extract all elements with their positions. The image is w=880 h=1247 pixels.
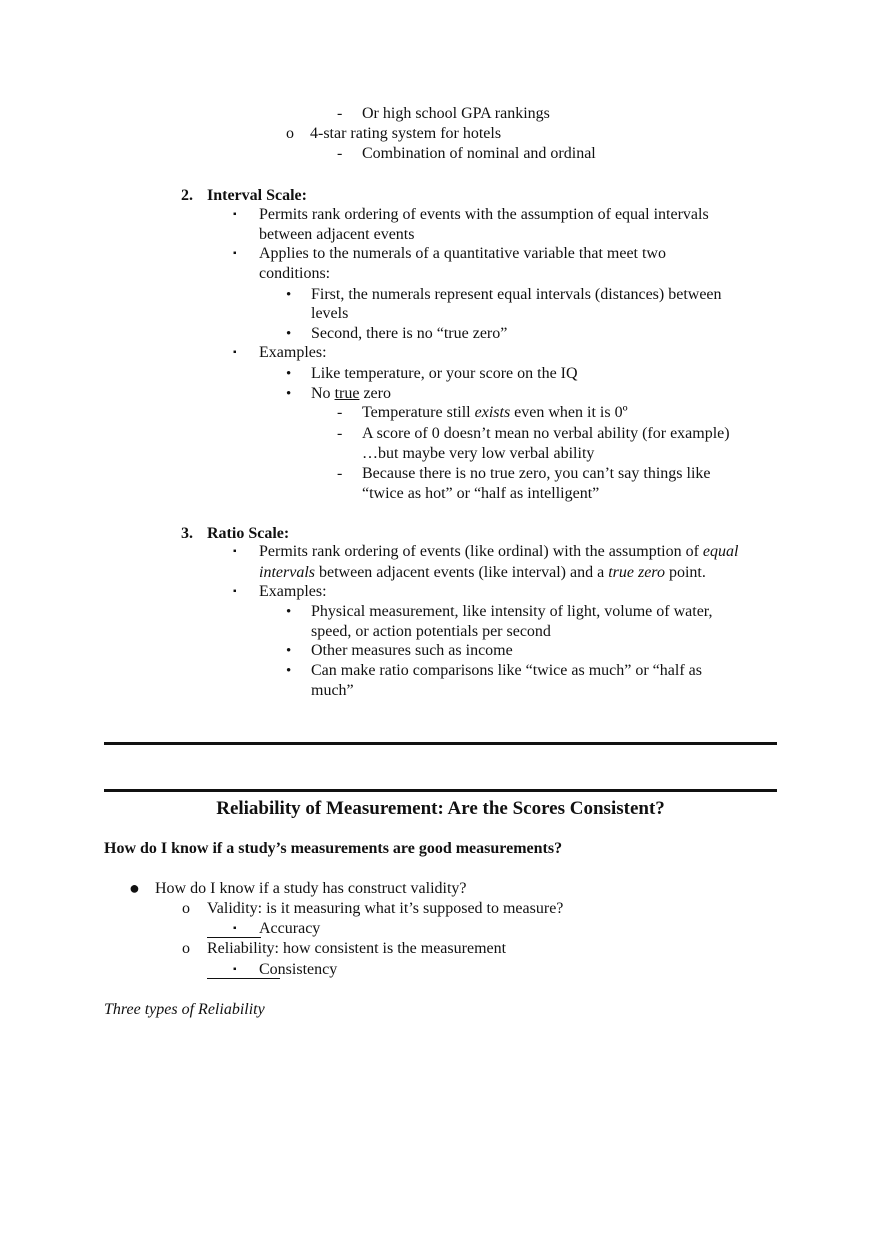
round-bullet-icon: • (286, 386, 292, 402)
section-number-3: 3. (181, 525, 193, 542)
dash-marker: - (337, 425, 343, 442)
interval-point-2-line-1: Applies to the numerals of a quantitative variable that meet two (259, 245, 666, 262)
interval-point-1-line-2: between adjacent events (259, 226, 415, 243)
interval-examples-label: Examples: (259, 344, 327, 361)
round-bullet-icon: • (286, 604, 292, 620)
interval-point-2-line-2: conditions: (259, 265, 331, 282)
section-number-2: 2. (181, 187, 193, 204)
dash-marker: - (337, 145, 343, 162)
ratio-example-2: Other measures such as income (311, 642, 513, 659)
condition-2: Second, there is no “true zero” (311, 325, 508, 342)
consistency-item: Consistency (259, 961, 338, 978)
ratio-point-1-line-1: Permits rank ordering of events (like ordinal) with the assumption of equal (259, 543, 739, 560)
ratio-point-1-line-2: intervals between adjacent events (like interval) and a true zero point. (259, 564, 706, 581)
round-bullet-icon: • (286, 287, 292, 303)
interval-example-1: Like temperature, or your score on the IQ (311, 365, 578, 382)
detail-temperature: Temperature still exists even when it is 0º (362, 404, 628, 421)
detail-no-true-zero-line-2: “twice as hot” or “half as intelligent” (362, 485, 600, 502)
accuracy-item: Accuracy (259, 920, 321, 937)
round-bullet-icon: • (286, 366, 292, 382)
heading-interval-scale: Interval Scale: (207, 187, 307, 204)
big-bullet-icon: ● (129, 878, 140, 898)
condition-1-line-1: First, the numerals represent equal intervals (distances) between (311, 286, 722, 303)
circle-bullet-icon: o (286, 125, 294, 142)
circle-bullet-icon: o (182, 900, 190, 917)
round-bullet-icon: • (286, 663, 292, 679)
round-bullet-icon: • (286, 326, 292, 342)
detail-score-line-2: …but maybe very low verbal ability (362, 445, 595, 462)
dash-marker: - (337, 404, 343, 421)
reliability-question: How do I know if a study’s measurements are good measurements? (104, 840, 563, 857)
list-item-star-rating: 4-star rating system for hotels (310, 125, 502, 142)
square-bullet-icon: ▪ (233, 347, 237, 358)
circle-bullet-icon: o (182, 940, 190, 957)
detail-score-line-1: A score of 0 doesn’t mean no verbal ability (for example) (362, 425, 730, 442)
list-item-combination: Combination of nominal and ordinal (362, 145, 596, 162)
ratio-examples-label: Examples: (259, 583, 327, 600)
list-item-gpa: Or high school GPA rankings (362, 105, 550, 122)
dash-marker: - (337, 465, 343, 482)
validity-definition: Validity: is it measuring what it’s supposed to measure? (207, 900, 564, 917)
condition-1-line-2: levels (311, 305, 349, 322)
round-bullet-icon: • (286, 643, 292, 659)
ratio-example-1-line-1: Physical measurement, like intensity of light, volume of water, (311, 603, 713, 620)
dash-marker: - (337, 105, 343, 122)
reliability-definition: Reliability: how consistent is the measurement (207, 940, 507, 957)
interval-example-2: No true zero (311, 385, 391, 402)
ratio-example-3-line-1: Can make ratio comparisons like “twice as much” or “half as (311, 662, 702, 679)
three-types-heading: Three types of Reliability (104, 1001, 265, 1018)
square-bullet-icon: ▪ (233, 586, 237, 597)
square-bullet-icon: ▪ (233, 964, 237, 975)
horizontal-divider (104, 789, 777, 792)
heading-ratio-scale: Ratio Scale: (207, 525, 290, 542)
interval-point-1-line-1: Permits rank ordering of events with the assumption of equal intervals (259, 206, 709, 223)
construct-validity-question: How do I know if a study has construct validity? (155, 880, 467, 897)
reliability-title: Reliability of Measurement: Are the Scores Consistent? (216, 798, 665, 819)
square-bullet-icon: ▪ (233, 248, 237, 259)
square-bullet-icon: ▪ (233, 546, 237, 557)
horizontal-divider (104, 742, 777, 745)
detail-no-true-zero-line-1: Because there is no true zero, you can’t say things like (362, 465, 711, 482)
ratio-example-3-line-2: much” (311, 682, 354, 699)
square-bullet-icon: ▪ (233, 209, 237, 220)
square-bullet-icon: ▪ (233, 923, 237, 934)
ratio-example-1-line-2: speed, or action potentials per second (311, 623, 551, 640)
